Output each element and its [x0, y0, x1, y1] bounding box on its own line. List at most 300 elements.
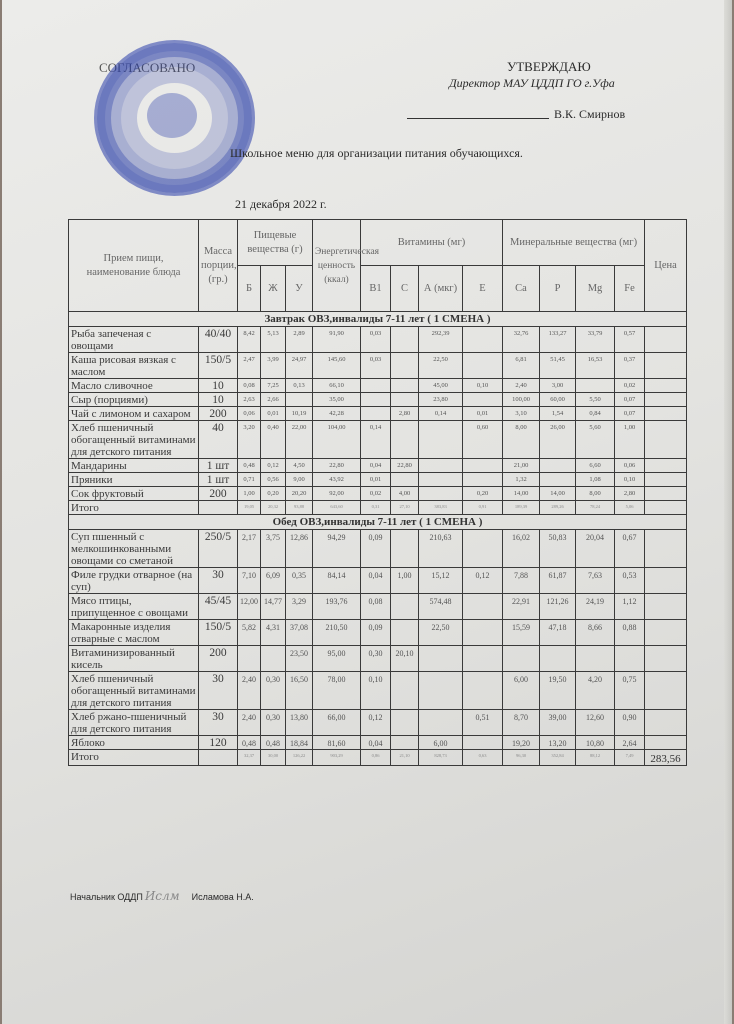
cell-a: 574,48: [419, 594, 463, 620]
cell-a: 210,63: [419, 530, 463, 568]
cell-ca: 189,39: [503, 501, 540, 515]
header-mass: Масса порции, (гр.): [199, 220, 238, 312]
cell-b: 7,10: [238, 568, 261, 594]
header-fe: Fe: [615, 266, 645, 312]
cell-b: 0,71: [238, 473, 261, 487]
footer-position: Начальник ОДДП: [70, 892, 143, 902]
cell-ca: 6,00: [503, 672, 540, 710]
dish-mass: 150/5: [199, 620, 238, 646]
total-mass: [199, 750, 238, 766]
dish-row: [69, 393, 687, 407]
dish-mass: 1 шт: [199, 459, 238, 473]
cell-e: [463, 327, 503, 353]
dish-row: [69, 379, 687, 393]
dish-name: Хлеб пшеничный обогащенный витаминами для детского питания: [69, 672, 199, 710]
dish-mass: 1 шт: [199, 473, 238, 487]
cell-a: [419, 459, 463, 473]
cell-u: 126,22: [286, 750, 313, 766]
cell-kcal: 94,29: [313, 530, 361, 568]
cell-mg: 8,66: [576, 620, 615, 646]
dish-row: [69, 736, 687, 750]
cell-fe: 0,10: [615, 473, 645, 487]
cell-kcal: 35,00: [313, 393, 361, 407]
cell-e: 0,63: [463, 750, 503, 766]
dish-row: [69, 620, 687, 646]
cell-mg: 1,08: [576, 473, 615, 487]
total-label: Итого: [69, 750, 199, 766]
menu-table-body: [69, 312, 687, 766]
dish-name: Макаронные изделия отварные с маслом: [69, 620, 199, 646]
cell-e: [463, 620, 503, 646]
cell-p: [540, 459, 576, 473]
dish-row: [69, 407, 687, 421]
cell-b: 1,00: [238, 487, 261, 501]
cell-kcal: 193,76: [313, 594, 361, 620]
cell-fe: 0,07: [615, 393, 645, 407]
cell-ca: 7,88: [503, 568, 540, 594]
dish-row: [69, 327, 687, 353]
cell-mg: 0,84: [576, 407, 615, 421]
cell-mg: 7,63: [576, 568, 615, 594]
cell-c: 27,10: [391, 501, 419, 515]
cell-p: 19,50: [540, 672, 576, 710]
cell-ca: [503, 646, 540, 672]
cell-u: 16,50: [286, 672, 313, 710]
cell-zh: 0,30: [261, 672, 286, 710]
cell-p: 39,00: [540, 710, 576, 736]
cell-mg: 10,80: [576, 736, 615, 750]
section-title: Обед ОВЗ,инвалиды 7-11 лет ( 1 СМЕНА ): [69, 515, 687, 530]
header-energy: Энергетическая ценность (ккал): [313, 220, 361, 312]
cell-p: 14,00: [540, 487, 576, 501]
cell-u: 4,50: [286, 459, 313, 473]
cell-ca: 16,02: [503, 530, 540, 568]
cell-kcal: 42,28: [313, 407, 361, 421]
dish-row: [69, 646, 687, 672]
cell-c: [391, 353, 419, 379]
cell-b1: 0,04: [361, 736, 391, 750]
stamp-emblem: [147, 93, 197, 138]
cell-u: 18,84: [286, 736, 313, 750]
cell-fe: 5,06: [615, 501, 645, 515]
cell-fe: 0,67: [615, 530, 645, 568]
cell-b1: 0,30: [361, 646, 391, 672]
cell-p: 289,26: [540, 501, 576, 515]
cell-c: [391, 620, 419, 646]
header-ca: Ca: [503, 266, 540, 312]
cell-mg: 88,12: [576, 750, 615, 766]
cell-kcal: 210,50: [313, 620, 361, 646]
dish-name: Филе грудки отварное (на суп): [69, 568, 199, 594]
cell-c: [391, 736, 419, 750]
cell-ca: 100,00: [503, 393, 540, 407]
cell-b1: 0,31: [361, 501, 391, 515]
dish-name: Пряники: [69, 473, 199, 487]
cell-c: 2,80: [391, 407, 419, 421]
cell-a: [419, 473, 463, 487]
dish-name: Масло сливочное: [69, 379, 199, 393]
dish-mass: 10: [199, 393, 238, 407]
dish-mass: 40/40: [199, 327, 238, 353]
cell-price: 283,56: [645, 750, 687, 766]
cell-mg: 33,79: [576, 327, 615, 353]
dish-name: Каша рисовая вязкая с маслом: [69, 353, 199, 379]
cell-price: [645, 646, 687, 672]
cell-c: [391, 672, 419, 710]
cell-b: 0,08: [238, 379, 261, 393]
cell-price: [645, 530, 687, 568]
cell-u: 12,86: [286, 530, 313, 568]
cell-zh: 0,20: [261, 487, 286, 501]
cell-price: [645, 407, 687, 421]
signature-line: [407, 118, 549, 119]
dish-name: Яблоко: [69, 736, 199, 750]
cell-ca: 21,00: [503, 459, 540, 473]
cell-c: [391, 393, 419, 407]
cell-zh: 30,00: [261, 750, 286, 766]
header-b: Б: [238, 266, 261, 312]
cell-b1: 0,86: [361, 750, 391, 766]
cell-fe: 7,49: [615, 750, 645, 766]
cell-e: [463, 459, 503, 473]
cell-a: [419, 672, 463, 710]
cell-b: 2,40: [238, 710, 261, 736]
cell-b: 12,00: [238, 594, 261, 620]
cell-a: 0,14: [419, 407, 463, 421]
cell-zh: 3,75: [261, 530, 286, 568]
director-title: Директор МАУ ЦДДП ГО г.Уфа: [449, 76, 615, 90]
cell-zh: 0,30: [261, 710, 286, 736]
cell-p: 3,00: [540, 379, 576, 393]
cell-p: 1,54: [540, 407, 576, 421]
cell-price: [645, 736, 687, 750]
cell-b: 0,48: [238, 459, 261, 473]
dish-name: Мандарины: [69, 459, 199, 473]
cell-fe: [615, 646, 645, 672]
cell-mg: 6,60: [576, 459, 615, 473]
cell-mg: 4,20: [576, 672, 615, 710]
cell-price: [645, 379, 687, 393]
header-vitamins: Витамины (мг): [361, 220, 503, 266]
cell-mg: 16,53: [576, 353, 615, 379]
dish-row: [69, 459, 687, 473]
paper-sheet: [2, 0, 732, 1024]
cell-price: [645, 327, 687, 353]
section-header-row: [69, 312, 687, 327]
cell-ca: 3,10: [503, 407, 540, 421]
dish-mass: 250/5: [199, 530, 238, 568]
total-mass: [199, 501, 238, 515]
cell-u: 3,29: [286, 594, 313, 620]
cell-b: 32,37: [238, 750, 261, 766]
cell-e: 0,20: [463, 487, 503, 501]
cell-mg: [576, 646, 615, 672]
dish-name: Хлеб ржано-пшеничный для детского питания: [69, 710, 199, 736]
cell-fe: 0,02: [615, 379, 645, 393]
cell-u: 24,97: [286, 353, 313, 379]
cell-p: 13,20: [540, 736, 576, 750]
cell-e: [463, 672, 503, 710]
cell-b: 2,47: [238, 353, 261, 379]
header-price: Цена: [645, 220, 687, 312]
cell-b: 8,42: [238, 327, 261, 353]
dish-mass: 45/45: [199, 594, 238, 620]
cell-ca: 19,20: [503, 736, 540, 750]
cell-e: [463, 594, 503, 620]
cell-u: 13,80: [286, 710, 313, 736]
cell-p: [540, 646, 576, 672]
cell-a: 22,50: [419, 353, 463, 379]
cell-b1: 0,03: [361, 353, 391, 379]
cell-kcal: 81,60: [313, 736, 361, 750]
cell-kcal: 43,92: [313, 473, 361, 487]
cell-b: 0,48: [238, 736, 261, 750]
dish-name: Сыр (порциями): [69, 393, 199, 407]
cell-c: [391, 473, 419, 487]
dish-mass: 150/5: [199, 353, 238, 379]
cell-p: 26,00: [540, 421, 576, 459]
dish-name: Сок фруктовый: [69, 487, 199, 501]
cell-c: 1,00: [391, 568, 419, 594]
cell-kcal: 643,60: [313, 501, 361, 515]
cell-b1: 0,09: [361, 530, 391, 568]
dish-mass: 200: [199, 407, 238, 421]
cell-kcal: 104,00: [313, 421, 361, 459]
cell-mg: 5,50: [576, 393, 615, 407]
cell-price: [645, 501, 687, 515]
cell-a: [419, 710, 463, 736]
cell-zh: 4,31: [261, 620, 286, 646]
footer-signoff: [70, 889, 254, 903]
cell-e: 0,51: [463, 710, 503, 736]
dish-mass: 40: [199, 421, 238, 459]
cell-price: [645, 710, 687, 736]
cell-b1: 0,12: [361, 710, 391, 736]
cell-price: [645, 393, 687, 407]
cell-u: 22,00: [286, 421, 313, 459]
cell-ca: 8,70: [503, 710, 540, 736]
dish-row: [69, 530, 687, 568]
cell-zh: 2,66: [261, 393, 286, 407]
cell-c: [391, 594, 419, 620]
cell-a: [419, 487, 463, 501]
cell-zh: 0,48: [261, 736, 286, 750]
cell-p: 352,84: [540, 750, 576, 766]
cell-fe: 1,00: [615, 421, 645, 459]
cell-u: 0,13: [286, 379, 313, 393]
cell-fe: 0,88: [615, 620, 645, 646]
dish-mass: 30: [199, 568, 238, 594]
cell-b: 5,82: [238, 620, 261, 646]
cell-p: 47,18: [540, 620, 576, 646]
cell-zh: 0,01: [261, 407, 286, 421]
cell-a: 23,80: [419, 393, 463, 407]
cell-fe: 0,53: [615, 568, 645, 594]
cell-c: [391, 327, 419, 353]
header-p: P: [540, 266, 576, 312]
cell-e: [463, 736, 503, 750]
cell-b1: 0,10: [361, 672, 391, 710]
cell-a: 383,83: [419, 501, 463, 515]
cell-fe: 0,90: [615, 710, 645, 736]
cell-p: 133,27: [540, 327, 576, 353]
paper-edge: [724, 0, 732, 1024]
header-b1: B1: [361, 266, 391, 312]
document-date: 21 декабря 2022 г.: [235, 197, 327, 211]
signer-name: В.К. Смирнов: [554, 107, 626, 121]
cell-a: 6,00: [419, 736, 463, 750]
cell-price: [645, 421, 687, 459]
cell-e: 0,60: [463, 421, 503, 459]
dish-row: [69, 594, 687, 620]
cell-b1: [361, 379, 391, 393]
header-minerals: Минеральные вещества (мг): [503, 220, 645, 266]
cell-u: 0,35: [286, 568, 313, 594]
section-header-row: [69, 515, 687, 530]
cell-u: 9,00: [286, 473, 313, 487]
cell-price: [645, 594, 687, 620]
cell-b1: [361, 393, 391, 407]
cell-b1: 0,14: [361, 421, 391, 459]
cell-b1: 0,04: [361, 459, 391, 473]
dish-name: Мясо птицы, припущенное с овощами: [69, 594, 199, 620]
header-e: E: [463, 266, 503, 312]
document-title: Школьное меню для организации питания обучающихся.: [230, 146, 523, 160]
cell-ca: 2,40: [503, 379, 540, 393]
cell-c: 22,80: [391, 459, 419, 473]
cell-kcal: 91,90: [313, 327, 361, 353]
header-name: Прием пищи, наименование блюда: [69, 220, 199, 312]
dish-mass: 30: [199, 672, 238, 710]
cell-zh: 6,09: [261, 568, 286, 594]
cell-e: [463, 393, 503, 407]
footer-name: Исламова Н.А.: [191, 892, 254, 902]
cell-b1: [361, 407, 391, 421]
dish-row: [69, 672, 687, 710]
cell-ca: 6,81: [503, 353, 540, 379]
cell-zh: 0,40: [261, 421, 286, 459]
cell-a: 292,39: [419, 327, 463, 353]
dish-mass: 120: [199, 736, 238, 750]
cell-kcal: 78,00: [313, 672, 361, 710]
total-label: Итого: [69, 501, 199, 515]
cell-e: [463, 473, 503, 487]
dish-row: [69, 710, 687, 736]
dish-name: Суп пшенный с мелкошинкованными овощами со сметаной: [69, 530, 199, 568]
cell-kcal: 66,00: [313, 710, 361, 736]
cell-kcal: 92,00: [313, 487, 361, 501]
cell-b: 2,40: [238, 672, 261, 710]
cell-b: 2,17: [238, 530, 261, 568]
cell-zh: 5,13: [261, 327, 286, 353]
total-row: [69, 501, 687, 515]
cell-e: [463, 530, 503, 568]
cell-c: [391, 530, 419, 568]
header-mg: Mg: [576, 266, 615, 312]
section-title: Завтрак ОВЗ,инвалиды 7-11 лет ( 1 СМЕНА ): [69, 312, 687, 327]
cell-zh: 0,12: [261, 459, 286, 473]
footer-signature: Ислм: [144, 889, 180, 903]
cell-kcal: 145,60: [313, 353, 361, 379]
header-zh: Ж: [261, 266, 286, 312]
cell-fe: 0,57: [615, 327, 645, 353]
cell-u: 20,20: [286, 487, 313, 501]
cell-p: 51,45: [540, 353, 576, 379]
cell-ca: 96,30: [503, 750, 540, 766]
cell-b1: 0,01: [361, 473, 391, 487]
cell-e: 0,10: [463, 379, 503, 393]
cell-zh: 3,99: [261, 353, 286, 379]
cell-price: [645, 487, 687, 501]
cell-ca: 14,00: [503, 487, 540, 501]
cell-b: 0,06: [238, 407, 261, 421]
cell-ca: 15,59: [503, 620, 540, 646]
dish-name: Витаминизированный кисель: [69, 646, 199, 672]
header-nutrients: Пищевые вещества (г): [238, 220, 313, 266]
cell-b: [238, 646, 261, 672]
dish-row: [69, 487, 687, 501]
cell-mg: 20,04: [576, 530, 615, 568]
dish-row: [69, 421, 687, 459]
cell-a: 22,50: [419, 620, 463, 646]
dish-row: [69, 353, 687, 379]
cell-mg: 5,60: [576, 421, 615, 459]
cell-price: [645, 672, 687, 710]
cell-price: [645, 620, 687, 646]
cell-fe: 0,37: [615, 353, 645, 379]
official-stamp: [94, 40, 255, 196]
cell-e: 0,01: [463, 407, 503, 421]
cell-mg: 8,00: [576, 487, 615, 501]
cell-e: [463, 353, 503, 379]
cell-price: [645, 459, 687, 473]
cell-u: 93,88: [286, 501, 313, 515]
total-row: [69, 750, 687, 766]
cell-mg: 78,24: [576, 501, 615, 515]
cell-p: [540, 473, 576, 487]
cell-u: 23,50: [286, 646, 313, 672]
cell-a: 828,73: [419, 750, 463, 766]
cell-c: 20,10: [391, 646, 419, 672]
header-a: А (мкг): [419, 266, 463, 312]
cell-p: 50,83: [540, 530, 576, 568]
cell-b1: 0,03: [361, 327, 391, 353]
cell-c: 21,10: [391, 750, 419, 766]
approve-label: УТВЕРЖДАЮ: [507, 59, 591, 74]
cell-c: [391, 421, 419, 459]
dish-row: [69, 568, 687, 594]
cell-ca: 22,91: [503, 594, 540, 620]
dish-mass: 30: [199, 710, 238, 736]
cell-u: 2,89: [286, 327, 313, 353]
cell-price: [645, 473, 687, 487]
agreed-label: СОГЛАСОВАНО: [99, 60, 196, 75]
cell-zh: 20,32: [261, 501, 286, 515]
cell-a: 45,00: [419, 379, 463, 393]
cell-p: 60,00: [540, 393, 576, 407]
menu-table: [68, 219, 687, 766]
cell-a: [419, 421, 463, 459]
cell-b1: 0,08: [361, 594, 391, 620]
cell-mg: 12,60: [576, 710, 615, 736]
cell-c: 4,00: [391, 487, 419, 501]
cell-fe: 2,80: [615, 487, 645, 501]
cell-kcal: 95,00: [313, 646, 361, 672]
cell-kcal: 84,14: [313, 568, 361, 594]
cell-ca: 32,76: [503, 327, 540, 353]
cell-a: 15,12: [419, 568, 463, 594]
dish-mass: 10: [199, 379, 238, 393]
